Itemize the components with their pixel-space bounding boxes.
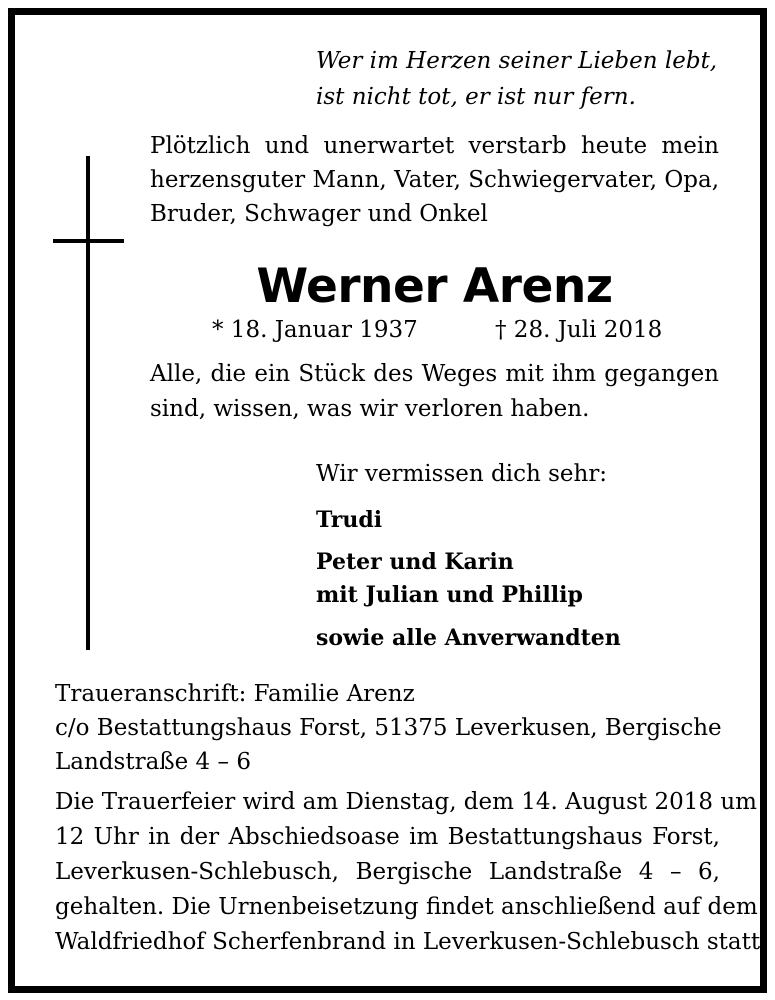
intro-line: Plötzlich und unerwartet verstarb heute mein [150, 133, 719, 159]
address-line: Landstraße 4 – 6 [55, 749, 251, 775]
remembrance-text [150, 357, 719, 427]
cross-horizontal-bar [53, 239, 124, 243]
motto-line: Wer im Herzen seiner Lieben lebt, [316, 48, 718, 74]
service-line: Waldfriedhof Scherfenbrand in Leverkusen-Schlebusch statt. [55, 929, 768, 955]
mourner-name: Trudi [316, 507, 383, 533]
birth-date: * 18. Januar 1937 [212, 317, 418, 343]
service-line: 12 Uhr in der Abschiedsoase im Bestattungshaus Forst, [55, 824, 720, 850]
cross-vertical-bar [86, 156, 90, 650]
funeral-service-info [55, 785, 768, 960]
remembrance-line: Alle, die ein Stück des Weges mit ihm gegangen [150, 361, 719, 387]
death-date: † 28. Juli 2018 [495, 317, 663, 343]
mourner-name: mit Julian und Phillip [316, 582, 583, 608]
intro-text [150, 129, 719, 231]
intro-line: herzensguter Mann, Vater, Schwiegervater, Opa, [150, 167, 719, 193]
mourning-address [55, 677, 720, 779]
mourner-name: Peter und Karin [316, 549, 514, 575]
remembrance-line: sind, wissen, was wir verloren haben. [150, 396, 590, 422]
address-line: c/o Bestattungshaus Forst, 51375 Leverkusen, Bergische [55, 715, 722, 741]
motto-line: ist nicht tot, er ist nur fern. [316, 84, 636, 110]
service-line: Leverkusen-Schlebusch, Bergische Landstraße 4 – 6, [55, 859, 720, 885]
mourners-intro: Wir vermissen dich sehr: [316, 461, 608, 487]
service-line: Die Trauerfeier wird am Dienstag, dem 14. August 2018 um [55, 789, 757, 815]
deceased-name: Werner Arenz [256, 259, 613, 314]
address-line: Traueranschrift: Familie Arenz [55, 681, 415, 707]
intro-line: Bruder, Schwager und Onkel [150, 201, 488, 227]
motto-quote [316, 43, 717, 115]
mourner-name: sowie alle Anverwandten [316, 625, 621, 651]
service-line: gehalten. Die Urnenbeisetzung findet anschließend auf dem [55, 894, 758, 920]
